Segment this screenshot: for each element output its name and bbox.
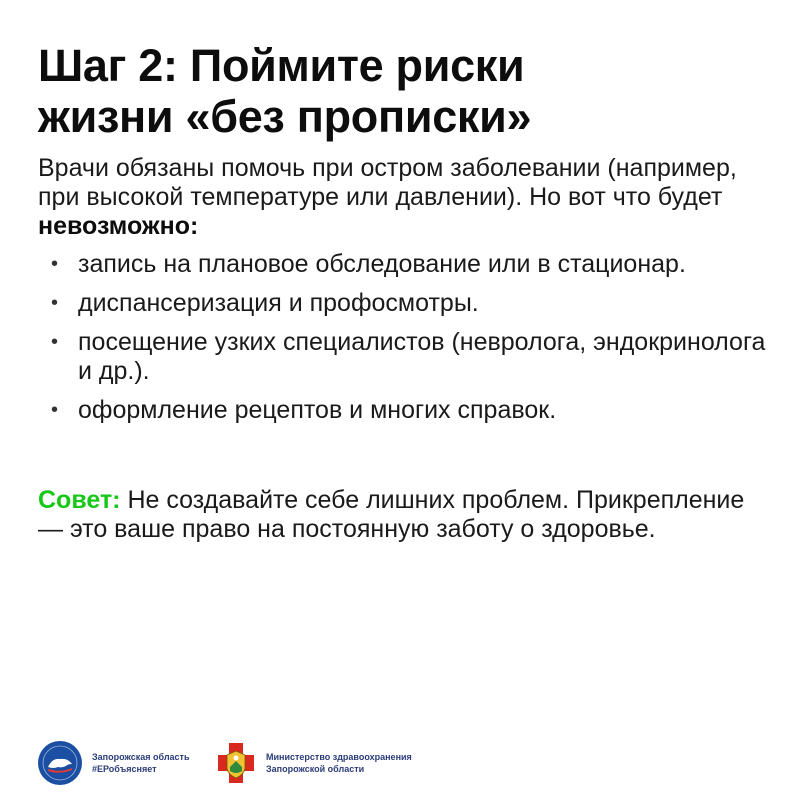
list-item-text: посещение узких специалистов (невролога, эндокринолога и др.). (78, 328, 766, 385)
ministry-caption (266, 751, 456, 775)
page-title (38, 40, 758, 142)
list-item (48, 250, 768, 279)
org-region: Запорожская область (92, 752, 190, 762)
restrictions-list (48, 250, 768, 435)
intro-paragraph (38, 154, 768, 241)
list-item-text: диспансеризация и профосмотры. (78, 289, 479, 317)
ministry-name: Министерство здравоохранения (266, 752, 412, 762)
bullet-marker: • (51, 399, 59, 421)
title-line-1: Шаг 2: Поймите риски (38, 40, 525, 91)
advice-label: Совет: (38, 486, 121, 514)
advice-paragraph (38, 486, 768, 544)
bullet-marker: • (51, 292, 59, 314)
bear-emblem-icon (38, 741, 82, 785)
bullet-marker: • (51, 253, 59, 275)
united-russia-logo-icon (38, 741, 82, 785)
list-item-text: запись на плановое обследование или в стационар. (78, 250, 686, 278)
advice-text: Не создавайте себе лишних проблем. Прикрепление — это ваше право на постоянную заботу о здоровье. (38, 486, 745, 543)
intro-bold-text: невозможно: (38, 212, 199, 240)
title-line-2: жизни «без прописки» (38, 91, 532, 142)
ministry-emblem-icon (216, 741, 256, 785)
list-item-text: оформление рецептов и многих справок. (78, 396, 557, 424)
red-cross-emblem-icon (216, 741, 256, 785)
intro-text: Врачи обязаны помочь при остром заболевании (например, при высокой температуре или давлении). Но вот что будет (38, 154, 737, 211)
footer (38, 738, 456, 788)
org-hashtag: #ЕРобъясняет (92, 764, 157, 774)
ministry-region: Запорожской области (266, 764, 365, 774)
list-item (48, 289, 768, 318)
list-item (48, 396, 768, 425)
list-item (48, 328, 768, 386)
bullet-marker: • (51, 331, 59, 353)
org-caption (92, 751, 212, 775)
